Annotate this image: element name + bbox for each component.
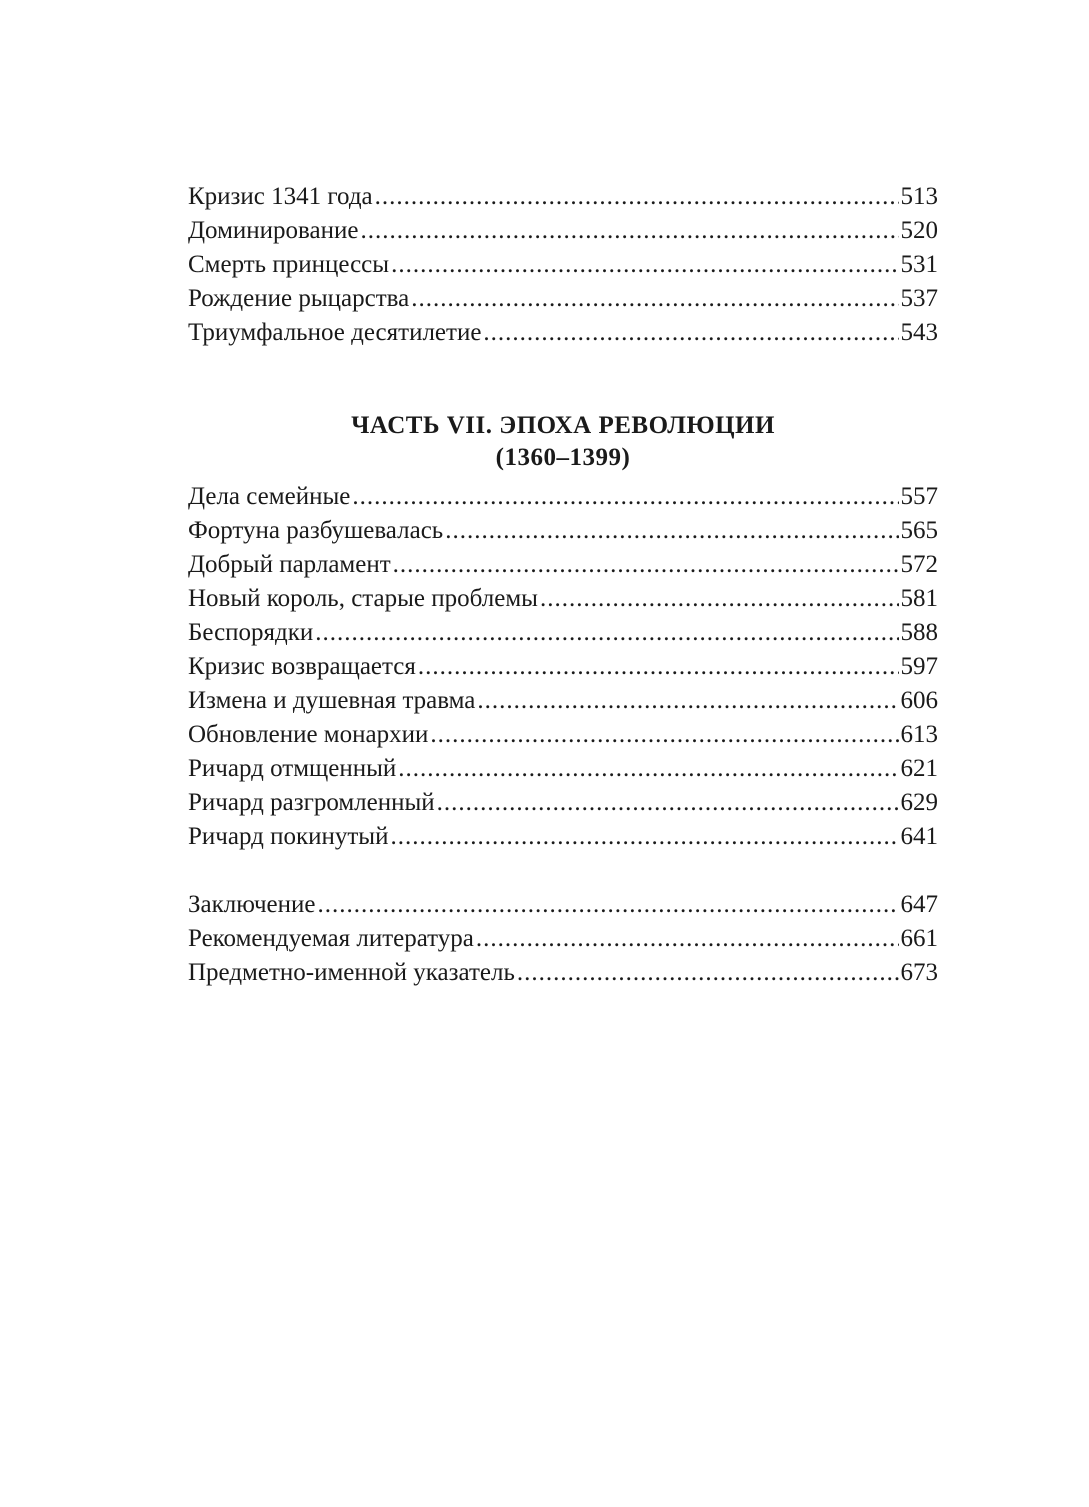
- toc-entry-page: 661: [900, 925, 938, 952]
- toc-entry[interactable]: [188, 956, 938, 990]
- toc-entry[interactable]: [188, 248, 938, 282]
- toc-entry-title: Предметно-именной указатель: [188, 959, 515, 986]
- toc-section-part-vii: [188, 480, 938, 854]
- dot-leader: [318, 888, 899, 922]
- toc-entry-title: Доминирование: [188, 217, 359, 244]
- toc-entry-title: Ричард покинутый: [188, 823, 389, 850]
- toc-entry-page: 537: [900, 285, 938, 312]
- toc-entry-title: Рождение рыцарства: [188, 285, 410, 312]
- toc-entry[interactable]: [188, 786, 938, 820]
- toc-entry[interactable]: [188, 514, 938, 548]
- toc-entry-page: 629: [900, 789, 938, 816]
- section-spacer: [188, 854, 938, 888]
- toc-entry-title: Беспорядки: [188, 619, 314, 646]
- toc-section-back-matter: [188, 888, 938, 990]
- toc-entry[interactable]: [188, 282, 938, 316]
- toc-entry[interactable]: [188, 616, 938, 650]
- toc-entry-title: Добрый парламент: [188, 551, 391, 578]
- toc-entry-title: Новый король, старые проблемы: [188, 585, 538, 612]
- dot-leader: [411, 282, 898, 316]
- toc-entry[interactable]: [188, 752, 938, 786]
- toc-entry-title: Обновление монархии: [188, 721, 429, 748]
- part-vii-years: (1360–1399): [495, 444, 631, 471]
- part-vii-heading: [188, 410, 938, 474]
- toc-entry-title: Измена и душевная травма: [188, 687, 476, 714]
- toc-entry-page: 520: [900, 217, 938, 244]
- toc-entry[interactable]: [188, 922, 938, 956]
- dot-leader: [483, 316, 898, 350]
- toc-entry-page: 613: [900, 721, 938, 748]
- toc-entry[interactable]: [188, 684, 938, 718]
- toc-entry-title: Дела семейные: [188, 483, 351, 510]
- toc-entry-page: 588: [900, 619, 938, 646]
- dot-leader: [315, 616, 898, 650]
- toc-entry-title: Кризис возвращается: [188, 653, 416, 680]
- toc-entry-page: 531: [900, 251, 938, 278]
- toc-entry-title: Кризис 1341 года: [188, 183, 373, 210]
- toc-entry-title: Ричард разгромленный: [188, 789, 435, 816]
- toc-entry-title: Триумфальное десятилетие: [188, 319, 482, 346]
- toc-entry-page: 647: [900, 891, 938, 918]
- toc-entry-page: 557: [900, 483, 938, 510]
- dot-leader: [517, 956, 899, 990]
- dot-leader: [430, 718, 898, 752]
- toc-entry-page: 543: [900, 319, 938, 346]
- toc-entry[interactable]: [188, 316, 938, 350]
- dot-leader: [393, 548, 899, 582]
- toc-entry[interactable]: [188, 820, 938, 854]
- dot-leader: [476, 922, 899, 956]
- toc-entry-page: 581: [900, 585, 938, 612]
- toc-entry[interactable]: [188, 480, 938, 514]
- toc-entry-page: 572: [900, 551, 938, 578]
- toc-entry[interactable]: [188, 548, 938, 582]
- toc-entry[interactable]: [188, 582, 938, 616]
- toc-entry[interactable]: [188, 214, 938, 248]
- toc-entry-page: 606: [900, 687, 938, 714]
- toc-entry-page: 673: [900, 959, 938, 986]
- toc-entry-page: 621: [900, 755, 938, 782]
- dot-leader: [445, 514, 898, 548]
- part-vii-title: ЧАСТЬ VII. ЭПОХА РЕВОЛЮЦИИ: [351, 412, 775, 439]
- dot-leader: [540, 582, 899, 616]
- toc-entry[interactable]: [188, 180, 938, 214]
- toc-entry-page: 641: [900, 823, 938, 850]
- dot-leader: [418, 650, 899, 684]
- toc-entry-title: Заключение: [188, 891, 316, 918]
- toc-entry-page: 565: [900, 517, 938, 544]
- table-of-contents-page: [188, 180, 938, 990]
- dot-leader: [398, 752, 898, 786]
- toc-entry-title: Смерть принцессы: [188, 251, 390, 278]
- dot-leader: [390, 820, 898, 854]
- dot-leader: [477, 684, 898, 718]
- dot-leader: [352, 480, 898, 514]
- toc-entry-page: 513: [900, 183, 938, 210]
- dot-leader: [375, 180, 899, 214]
- toc-entry[interactable]: [188, 888, 938, 922]
- toc-entry-title: Ричард отмщенный: [188, 755, 397, 782]
- toc-entry[interactable]: [188, 650, 938, 684]
- toc-entry-title: Рекомендуемая литература: [188, 925, 474, 952]
- dot-leader: [437, 786, 899, 820]
- toc-section-part-vi-end: [188, 180, 938, 350]
- toc-entry-page: 597: [900, 653, 938, 680]
- dot-leader: [391, 248, 898, 282]
- toc-entry-title: Фортуна разбушевалась: [188, 517, 444, 544]
- dot-leader: [360, 214, 898, 248]
- toc-entry[interactable]: [188, 718, 938, 752]
